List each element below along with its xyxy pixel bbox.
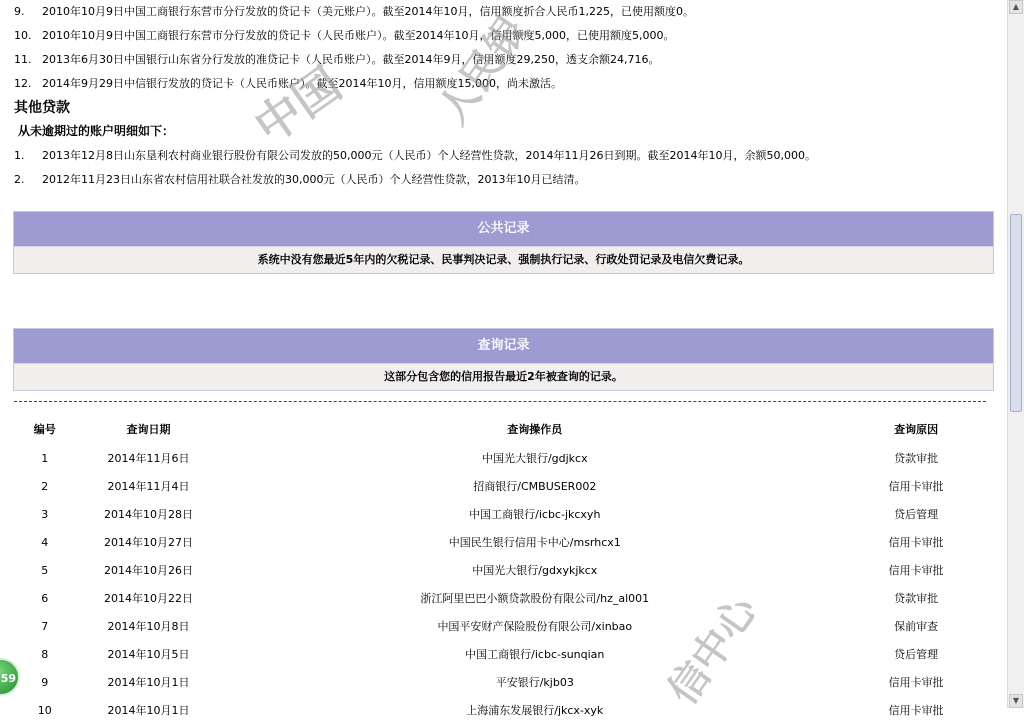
public-records-message: 系统中没有您最近5年内的欠税记录、民事判决记录、强制执行记录、行政处罚记录及电信欠费记录。	[257, 253, 750, 266]
cell-date: 2014年10月1日	[107, 704, 190, 717]
cell-number: 3	[41, 507, 49, 521]
table-row	[14, 668, 984, 696]
item-number: 9.	[14, 5, 25, 18]
list-item	[14, 48, 659, 72]
inquiry-records-panel	[13, 328, 994, 391]
cell-operator: 平安银行/kjb03	[495, 676, 574, 689]
table-row	[14, 696, 984, 724]
cell-reason: 信用卡审批	[888, 536, 944, 549]
floating-badge[interactable]: 59	[0, 658, 20, 696]
public-records-title: 公共记录	[14, 212, 993, 247]
cell-reason: 信用卡审批	[888, 704, 944, 717]
scroll-up-icon[interactable]: ▲	[1009, 0, 1023, 14]
item-text: 2014年9月29日中信银行发放的贷记卡（人民币账户）。截至2014年10月，信用额度15,000，尚未激活。	[42, 77, 562, 90]
scroll-down-icon[interactable]: ▼	[1009, 694, 1023, 708]
cell-operator: 招商银行/CMBUSER002	[473, 480, 597, 493]
column-header-date: 查询日期	[126, 423, 171, 436]
inquiry-table	[14, 414, 984, 724]
cell-date: 2014年10月5日	[107, 648, 190, 661]
table-header-row	[14, 414, 984, 444]
cell-number: 10	[37, 703, 52, 717]
cell-operator: 中国民生银行信用卡中心/msrhcx1	[448, 536, 621, 549]
item-text: 2013年12月8日山东垦利农村商业银行股份有限公司发放的50,000元（人民币）个人经营性贷款，2014年11月26日到期。截至2014年10月，余额50,000。	[42, 149, 816, 162]
list-item	[14, 0, 694, 24]
table-row	[14, 500, 984, 528]
cell-operator: 中国平安财产保险股份有限公司/xinbao	[437, 620, 633, 633]
item-text: 2010年10月9日中国工商银行东营市分行发放的贷记卡（人民币账户）。截至2014年10月，信用额度5,000，已使用额度5,000。	[42, 29, 675, 42]
cell-operator: 中国工商银行/icbc-jkcxyh	[469, 508, 601, 521]
cell-date: 2014年10月22日	[103, 592, 193, 605]
cell-reason: 贷款审批	[894, 592, 939, 605]
item-number: 12.	[14, 77, 32, 90]
cell-number: 8	[41, 647, 49, 661]
inquiry-records-title: 查询记录	[14, 329, 993, 364]
watermark-text: 中国	[244, 56, 351, 154]
divider	[14, 401, 986, 402]
cell-date: 2014年10月26日	[103, 564, 193, 577]
table-row	[14, 556, 984, 584]
cell-reason: 信用卡审批	[888, 564, 944, 577]
cell-operator: 中国光大银行/gdjkcx	[481, 452, 588, 465]
table-row	[14, 472, 984, 500]
item-text: 2013年6月30日中国银行山东省分行发放的准贷记卡（人民币账户）。截至2014年9月，信用额度29,250，透支余额24,716。	[42, 53, 660, 66]
cell-number: 9	[41, 675, 49, 689]
cell-operator: 中国光大银行/gdxykjkcx	[472, 564, 598, 577]
cell-reason: 信用卡审批	[888, 480, 944, 493]
cell-number: 6	[41, 591, 49, 605]
cell-date: 2014年10月1日	[107, 676, 190, 689]
cell-number: 4	[41, 535, 49, 549]
cell-number: 2	[41, 479, 49, 493]
column-header-operator: 查询操作员	[507, 423, 563, 436]
item-number: 10.	[14, 29, 32, 42]
cell-number: 1	[41, 451, 49, 465]
cell-reason: 信用卡审批	[888, 676, 944, 689]
list-item	[14, 24, 674, 48]
watermark-text: 信中心	[659, 588, 767, 713]
item-text: 2010年10月9日中国工商银行东营市分行发放的贷记卡（美元账户）。截至2014年10月，信用额度折合人民币1,225，已使用额度0。	[42, 5, 694, 18]
cell-operator: 上海浦东发展银行/jkcx-xyk	[466, 704, 604, 717]
item-number: 11.	[14, 53, 32, 66]
cell-date: 2014年10月27日	[103, 536, 193, 549]
scroll-thumb[interactable]	[1010, 214, 1022, 412]
cell-number: 7	[41, 619, 49, 633]
cell-reason: 贷后管理	[894, 648, 939, 661]
cell-operator: 浙江阿里巴巴小额贷款股份有限公司/hz_al001	[420, 592, 650, 605]
cell-date: 2014年11月6日	[107, 452, 190, 465]
column-header-number: 编号	[33, 423, 56, 436]
cell-date: 2014年10月28日	[103, 508, 193, 521]
cell-reason: 贷后管理	[894, 508, 939, 521]
cell-reason: 贷款审批	[894, 452, 939, 465]
vertical-scrollbar[interactable]	[1007, 0, 1024, 708]
table-row	[14, 444, 984, 472]
public-records-panel	[13, 211, 994, 274]
list-item	[14, 168, 585, 192]
column-header-reason: 查询原因	[894, 423, 939, 436]
list-item	[14, 144, 816, 168]
cell-date: 2014年11月4日	[107, 480, 190, 493]
other-loans-title: 其他贷款	[14, 100, 70, 116]
inquiry-records-message: 这部分包含您的信用报告最近2年被查询的记录。	[384, 370, 623, 383]
table-row	[14, 640, 984, 668]
table-row	[14, 584, 984, 612]
cell-number: 5	[41, 563, 49, 577]
table-row	[14, 528, 984, 556]
other-loans-subtitle: 从未逾期过的账户明细如下：	[18, 124, 175, 138]
list-item	[14, 72, 562, 96]
item-number: 2.	[14, 173, 25, 186]
table-row	[14, 612, 984, 640]
cell-reason: 保前审查	[894, 620, 939, 633]
watermark-text: 人民银	[429, 8, 537, 133]
item-number: 1.	[14, 149, 25, 162]
item-text: 2012年11月23日山东省农村信用社联合社发放的30,000元（人民币）个人经营性贷款，2013年10月已结清。	[42, 173, 586, 186]
cell-date: 2014年10月8日	[107, 620, 190, 633]
cell-operator: 中国工商银行/icbc-sunqian	[465, 648, 605, 661]
